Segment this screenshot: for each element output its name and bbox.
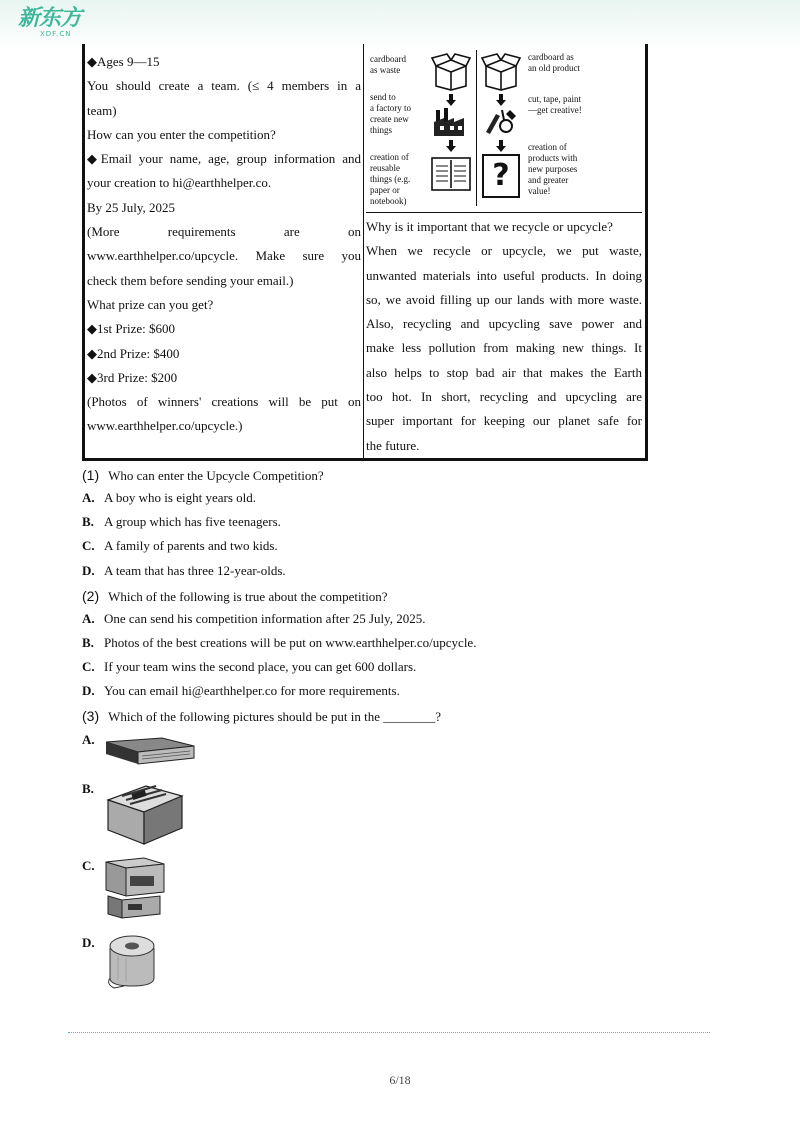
- text-line: too hot. In short, recycling and upcycling are: [366, 389, 642, 405]
- text-line: www.earthhelper.co/upcycle. Make sure you: [87, 248, 361, 264]
- option-letter: D.: [82, 935, 95, 950]
- text-line: also helps to stop bad air that makes the Earth: [366, 364, 642, 380]
- footer-divider: [68, 1032, 710, 1033]
- option-text: A team that has three 12-year-olds.: [104, 563, 286, 578]
- option-2a[interactable]: [82, 611, 426, 627]
- option-letter: C.: [82, 858, 95, 873]
- option-1d[interactable]: [82, 563, 286, 579]
- text-line: Also, recycling and upcycling save power and: [366, 316, 642, 332]
- option-3d[interactable]: [82, 935, 104, 951]
- text-line: the future.: [366, 437, 420, 453]
- option-2d[interactable]: [82, 683, 400, 699]
- option-letter: D.: [82, 683, 95, 698]
- diagram-label-old-product: cardboard as an old product: [528, 52, 580, 73]
- text-line: By 25 July, 2025: [87, 199, 175, 215]
- arrow-down-icon: [446, 94, 456, 106]
- text-line: You should create a team. (≤ 4 members in a: [87, 78, 361, 94]
- diagram-label-cardboard-waste: cardboard as waste: [370, 54, 406, 75]
- open-book-icon: [430, 156, 472, 192]
- option-text: Photos of the best creations will be put on www.earthhelper.co/upcycle.: [104, 635, 477, 650]
- option-letter: C.: [82, 538, 95, 553]
- factory-icon: [432, 106, 470, 136]
- text-line: make less pollution from making new things. It: [366, 340, 642, 356]
- column-divider: [363, 44, 364, 458]
- text-line: ◆Ages 9—15: [87, 54, 160, 69]
- option-3a[interactable]: [82, 732, 104, 748]
- question-mark-box: ?: [482, 154, 520, 198]
- option-text: A boy who is eight years old.: [104, 490, 257, 505]
- option-3b[interactable]: [82, 781, 104, 797]
- question-2: [82, 588, 388, 605]
- text-line: check them before sending your email.): [87, 272, 294, 288]
- option-1a[interactable]: [82, 490, 256, 506]
- option-letter: B.: [82, 781, 94, 796]
- text-line: team): [87, 102, 117, 118]
- question-number: (2): [82, 588, 100, 604]
- cardboard-box-icon: [430, 52, 472, 92]
- text-line: your creation to hi@earthhelper.co.: [87, 175, 272, 191]
- logo: [18, 8, 81, 38]
- question-number: (3): [82, 708, 100, 724]
- option-letter: C.: [82, 659, 95, 674]
- cardboard-drawer-picture[interactable]: [102, 778, 186, 848]
- option-letter: D.: [82, 563, 95, 578]
- option-text: If your team wins the second place, you can get 600 dollars.: [104, 659, 417, 674]
- text-line: so, we avoid filling up our lands with more waste.: [366, 291, 642, 307]
- recycle-upcycle-diagram: [366, 44, 642, 213]
- diagram-label-creative: cut, tape, paint —get creative!: [528, 94, 582, 115]
- option-3c[interactable]: [82, 858, 104, 874]
- diagram-label-reusable: creation of reusable things (e.g. paper or notebook): [370, 152, 411, 206]
- diagram-label-factory: send to a factory to create new things: [370, 92, 411, 135]
- box-drawers-picture[interactable]: [104, 856, 168, 922]
- option-2c[interactable]: [82, 659, 416, 675]
- diagram-divider: [476, 50, 477, 206]
- question-text: Who can enter the Upcycle Competition?: [108, 468, 324, 483]
- diagram-label-new-purposes: creation of products with new purposes and greater value!: [528, 142, 578, 196]
- text-line: What prize can you get?: [87, 296, 214, 312]
- option-2b[interactable]: [82, 635, 476, 651]
- logo-subtext: XDF.CN: [40, 30, 72, 38]
- page-number: 6/18: [389, 1073, 411, 1087]
- question-text: Which of the following pictures should be put in the ________?: [108, 709, 442, 724]
- text-line: www.earthhelper.co/upcycle.): [87, 418, 243, 434]
- logo-text: 新东方: [18, 6, 82, 31]
- craft-tools-icon: [482, 106, 520, 136]
- text-line: super important for keeping our planet safe for: [366, 413, 642, 429]
- cardboard-box-icon: [480, 52, 522, 92]
- option-text: You can email hi@earthhelper.co for more requirements.: [104, 683, 400, 698]
- arrow-down-icon: [496, 94, 506, 106]
- option-1c[interactable]: [82, 538, 278, 554]
- option-letter: A.: [82, 732, 95, 747]
- option-1b[interactable]: [82, 514, 281, 530]
- option-letter: A.: [82, 490, 95, 505]
- toilet-paper-roll-picture[interactable]: [104, 932, 160, 990]
- question-3: [82, 708, 441, 725]
- text-line: unwanted materials into useful products. In doing: [366, 267, 642, 283]
- text-line: ◆2nd Prize: $400: [87, 345, 180, 361]
- binder-picture[interactable]: [102, 728, 198, 768]
- option-text: A family of parents and two kids.: [104, 538, 278, 553]
- text-line: (Photos of winners' creations will be put on: [87, 394, 361, 410]
- arrow-down-icon: [496, 140, 506, 152]
- option-text: A group which has five teenagers.: [104, 514, 281, 529]
- question-number: (1): [82, 467, 100, 483]
- text-line: (More requirements are on: [87, 224, 361, 240]
- question-1: [82, 467, 324, 484]
- left-column: [87, 50, 361, 439]
- text-line: ◆1st Prize: $600: [87, 321, 175, 337]
- option-text: One can send his competition information after 25 July, 2025.: [104, 611, 426, 626]
- option-letter: B.: [82, 635, 94, 650]
- option-letter: B.: [82, 514, 94, 529]
- question-text: Which of the following is true about the competition?: [108, 589, 388, 604]
- text-line: ◆3rd Prize: $200: [87, 369, 178, 385]
- text-line: When we recycle or upcycle, we put waste,: [366, 243, 642, 259]
- right-column-text: [366, 213, 642, 458]
- arrow-down-icon: [446, 140, 456, 152]
- right-column: [366, 44, 642, 458]
- passage-table: [82, 44, 648, 461]
- header-band: [0, 0, 800, 50]
- text-line: How can you enter the competition?: [87, 126, 276, 142]
- option-letter: A.: [82, 611, 95, 626]
- text-line: ◆Email your name, age, group information and: [87, 151, 361, 167]
- text-line: Why is it important that we recycle or upcycle?: [366, 219, 613, 234]
